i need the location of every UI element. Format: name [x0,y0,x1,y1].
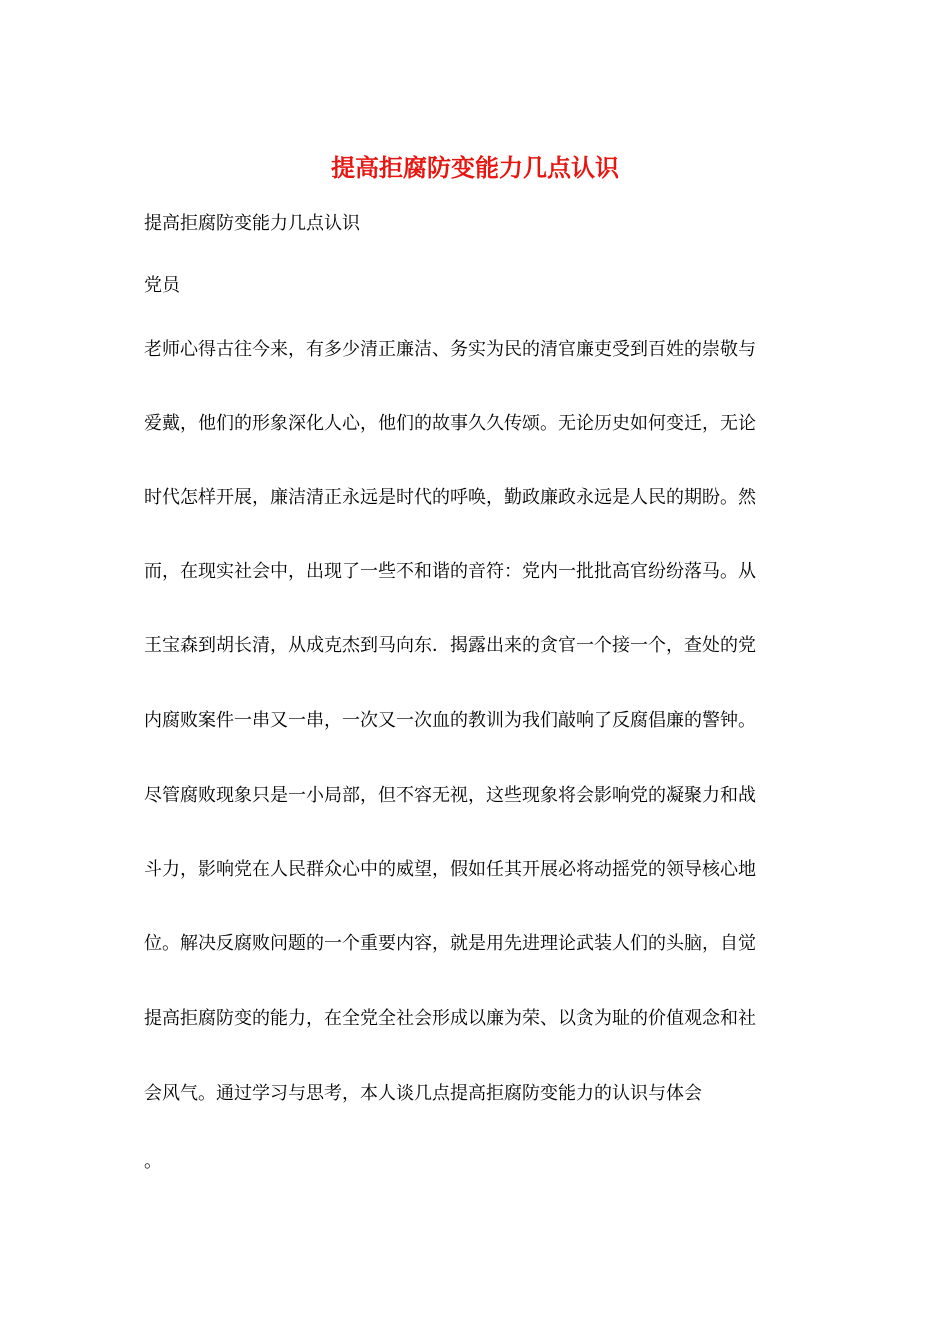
document-subtitle: 提高拒腐防变能力几点认识 [144,213,360,234]
document-title: 提高拒腐防变能力几点认识 [331,153,619,182]
body-line: 老师心得古往今来，有多少清正廉洁、务实为民的清官廉吏受到百姓的崇敬与 [144,339,756,360]
body-line: 斗力，影响党在人民群众心中的威望，假如任其开展必将动摇党的领导核心地 [144,859,756,880]
body-line: 会风气。通过学习与思考，本人谈几点提高拒腐防变能力的认识与体会 [144,1083,702,1104]
body-line: 时代怎样开展，廉洁清正永远是时代的呼唤，勤政廉政永远是人民的期盼。然 [144,487,756,508]
body-line: 内腐败案件一串又一串，一次又一次血的教训为我们敲响了反腐倡廉的警钟。 [144,710,756,731]
body-line: 位。解决反腐败问题的一个重要内容，就是用先进理论武装人们的头脑，自觉 [144,933,756,954]
author-line: 党员 [144,275,180,296]
body-line: 尽管腐败现象只是一小局部，但不容无视，这些现象将会影响党的凝聚力和战 [144,785,756,806]
body-line: 提高拒腐防变的能力，在全党全社会形成以廉为荣、以贪为耻的价值观念和社 [144,1008,756,1029]
trailing-period: 。 [144,1151,162,1172]
body-line: 爱戴，他们的形象深化人心，他们的故事久久传颂。无论历史如何变迁，无论 [144,413,756,434]
body-line: 王宝森到胡长清，从成克杰到马向东．揭露出来的贪官一个接一个，查处的党 [144,635,756,656]
body-line: 而，在现实社会中，出现了一些不和谐的音符：党内一批批高官纷纷落马。从 [144,561,756,582]
